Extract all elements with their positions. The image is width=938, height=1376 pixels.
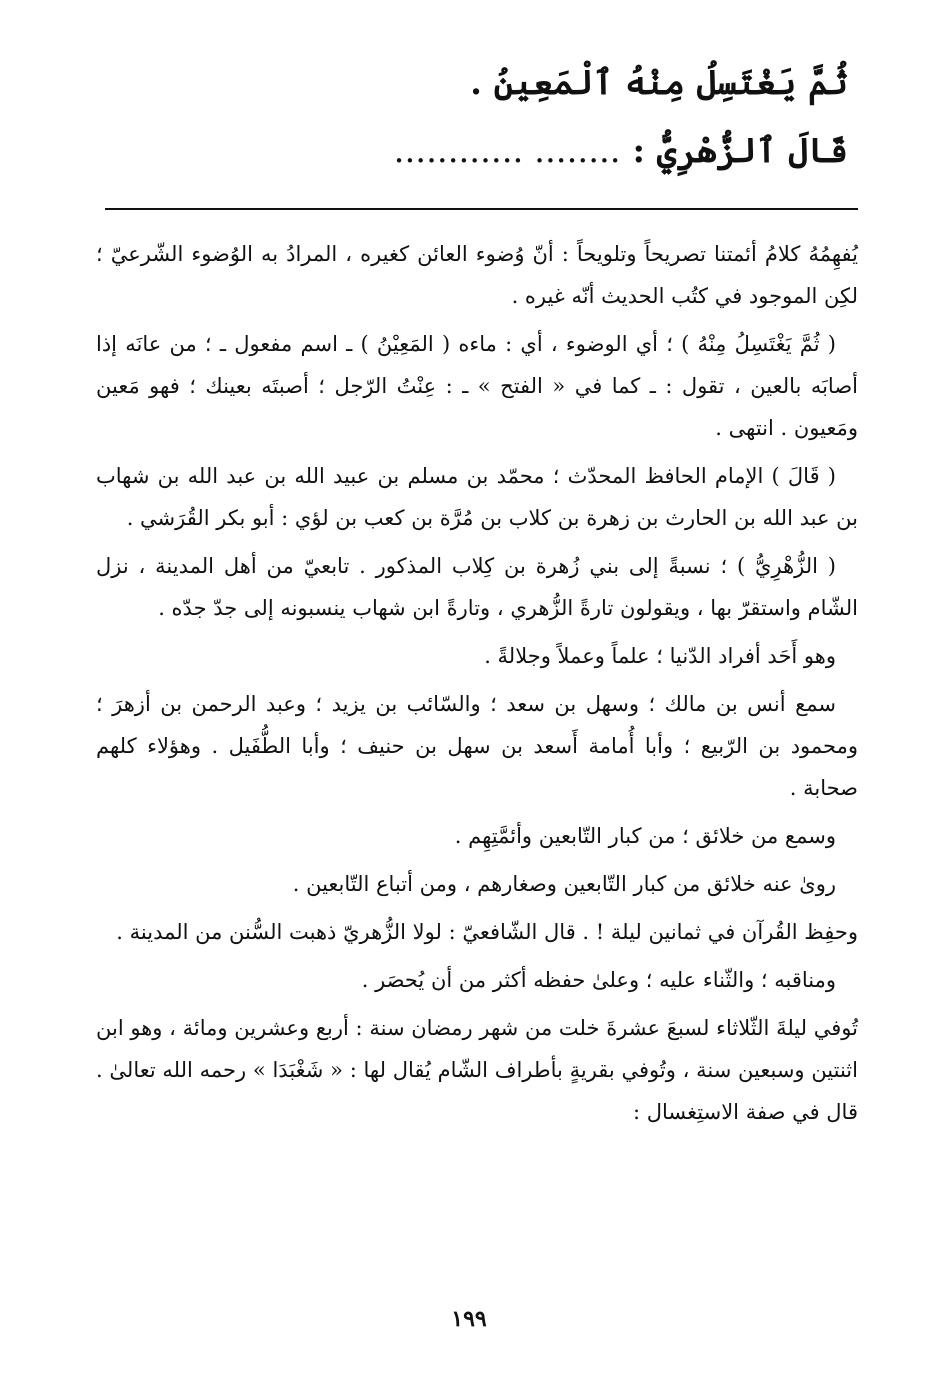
commentary-paragraph: يُفهِمُهُ كلامُ أئمتنا تصريحاً وتلويحاً : أنّ وُضوء العائن كغيره ، المرادُ به الوُضوء الشّرعيّ ؛ لكِن الموجود في كتُب الحديث أنّه غيره .: [96, 242, 858, 308]
commentary-paragraph: ( قَالَ ) الإمام الحافظ المحدّث ؛ محمّد بن مسلم بن عبيد الله بن عبد الله بن شهاب بن عبد الله بن الحارث بن زهرة بن كلاب بن مُرَّة بن كعب بن لؤي : أبو بكر القُرَشي .: [96, 464, 858, 530]
commentary-paragraph: وحفِظ القُرآن في ثمانين ليلة ! . قال الشّافعيّ : لولا الزُّهريّ ذهبت السُّنن من المدينة .: [116, 920, 858, 944]
commentary-text: [96, 233, 858, 1139]
divider-rule: [105, 208, 858, 210]
commentary-paragraph: ( الزُّهْرِيُّ ) ؛ نسبةً إلى بني زُهرة بن كِلاب المذكور . تابعيّ من أهل المدينة ، نزل الشّام واستقرّ بها ، ويقولون تارةً الزُّهري ، وتارةً ابن شهاب ينسبونه إلى جدّ جدّه .: [96, 554, 858, 620]
commentary-paragraph: سمع أنس بن مالك ؛ وسهل بن سعد ؛ والسّائب بن يزيد ؛ وعبد الرحمن بن أزهرَ ؛ ومحمود بن الرّبيع ؛ وأبا أُمامة أَسعد بن سهل بن حنيف ؛ وأبا الطُّفَيل . وهؤلاء كلهم صحابة .: [96, 692, 858, 800]
page-number: ١٩٩: [451, 1306, 487, 1332]
matn-line-2: [394, 130, 848, 171]
commentary-paragraph: ( ثُمَّ يَغْتَسِلُ مِنْهُ ) ؛ أي الوضوء ، أي : ماءه ( المَعِيْنُ ) ـ اسم مفعول ـ ؛ من عانَه إذا أصابَه بالعين ، تقول : ـ كما في « الفتح » ـ : عِنْتُ الرّجل ؛ أصبتَه بعينك ؛ فهو مَعين ومَعيون . انتهى .: [96, 332, 858, 440]
commentary-paragraph: روىٰ عنه خلائق من كبار التّابعين وصغارهم ، ومن أتباع التّابعين .: [292, 872, 836, 896]
matn-line-1: ثُمَّ يَغْتَسِلُ مِنْهُ ٱلْمَعِينُ .: [470, 63, 848, 103]
ellipsis-dots: ........ ............: [393, 131, 621, 171]
commentary-paragraph: وهو أَحَد أفراد الدّنيا ؛ علماً وعملاً وجلالةً .: [484, 644, 836, 668]
commentary-paragraph: تُوفي ليلةَ الثّلاثاء لسبعَ عشرةَ خلت من شهر رمضان سنة : أربع وعشرين ومائة ، وهو ابن اثنتين وسبعين سنة ، وتُوفي بقريةٍ بأطراف الشّام يُقال لها : « شَغْبَدَا » رحمه الله تعالىٰ . قال في صفة الاستِغسال :: [96, 1016, 858, 1124]
matn-speaker: قَالَ ٱلزُّهْرِيُّ :: [632, 131, 848, 171]
commentary-paragraph: وسمع من خلائق ؛ من كبار التّابعين وأئمَّتِهِم .: [454, 824, 836, 848]
commentary-paragraph: ومناقبه ؛ والثّناء عليه ؛ وعلىٰ حفظه أكثر من أن يُحصَر .: [361, 968, 836, 992]
